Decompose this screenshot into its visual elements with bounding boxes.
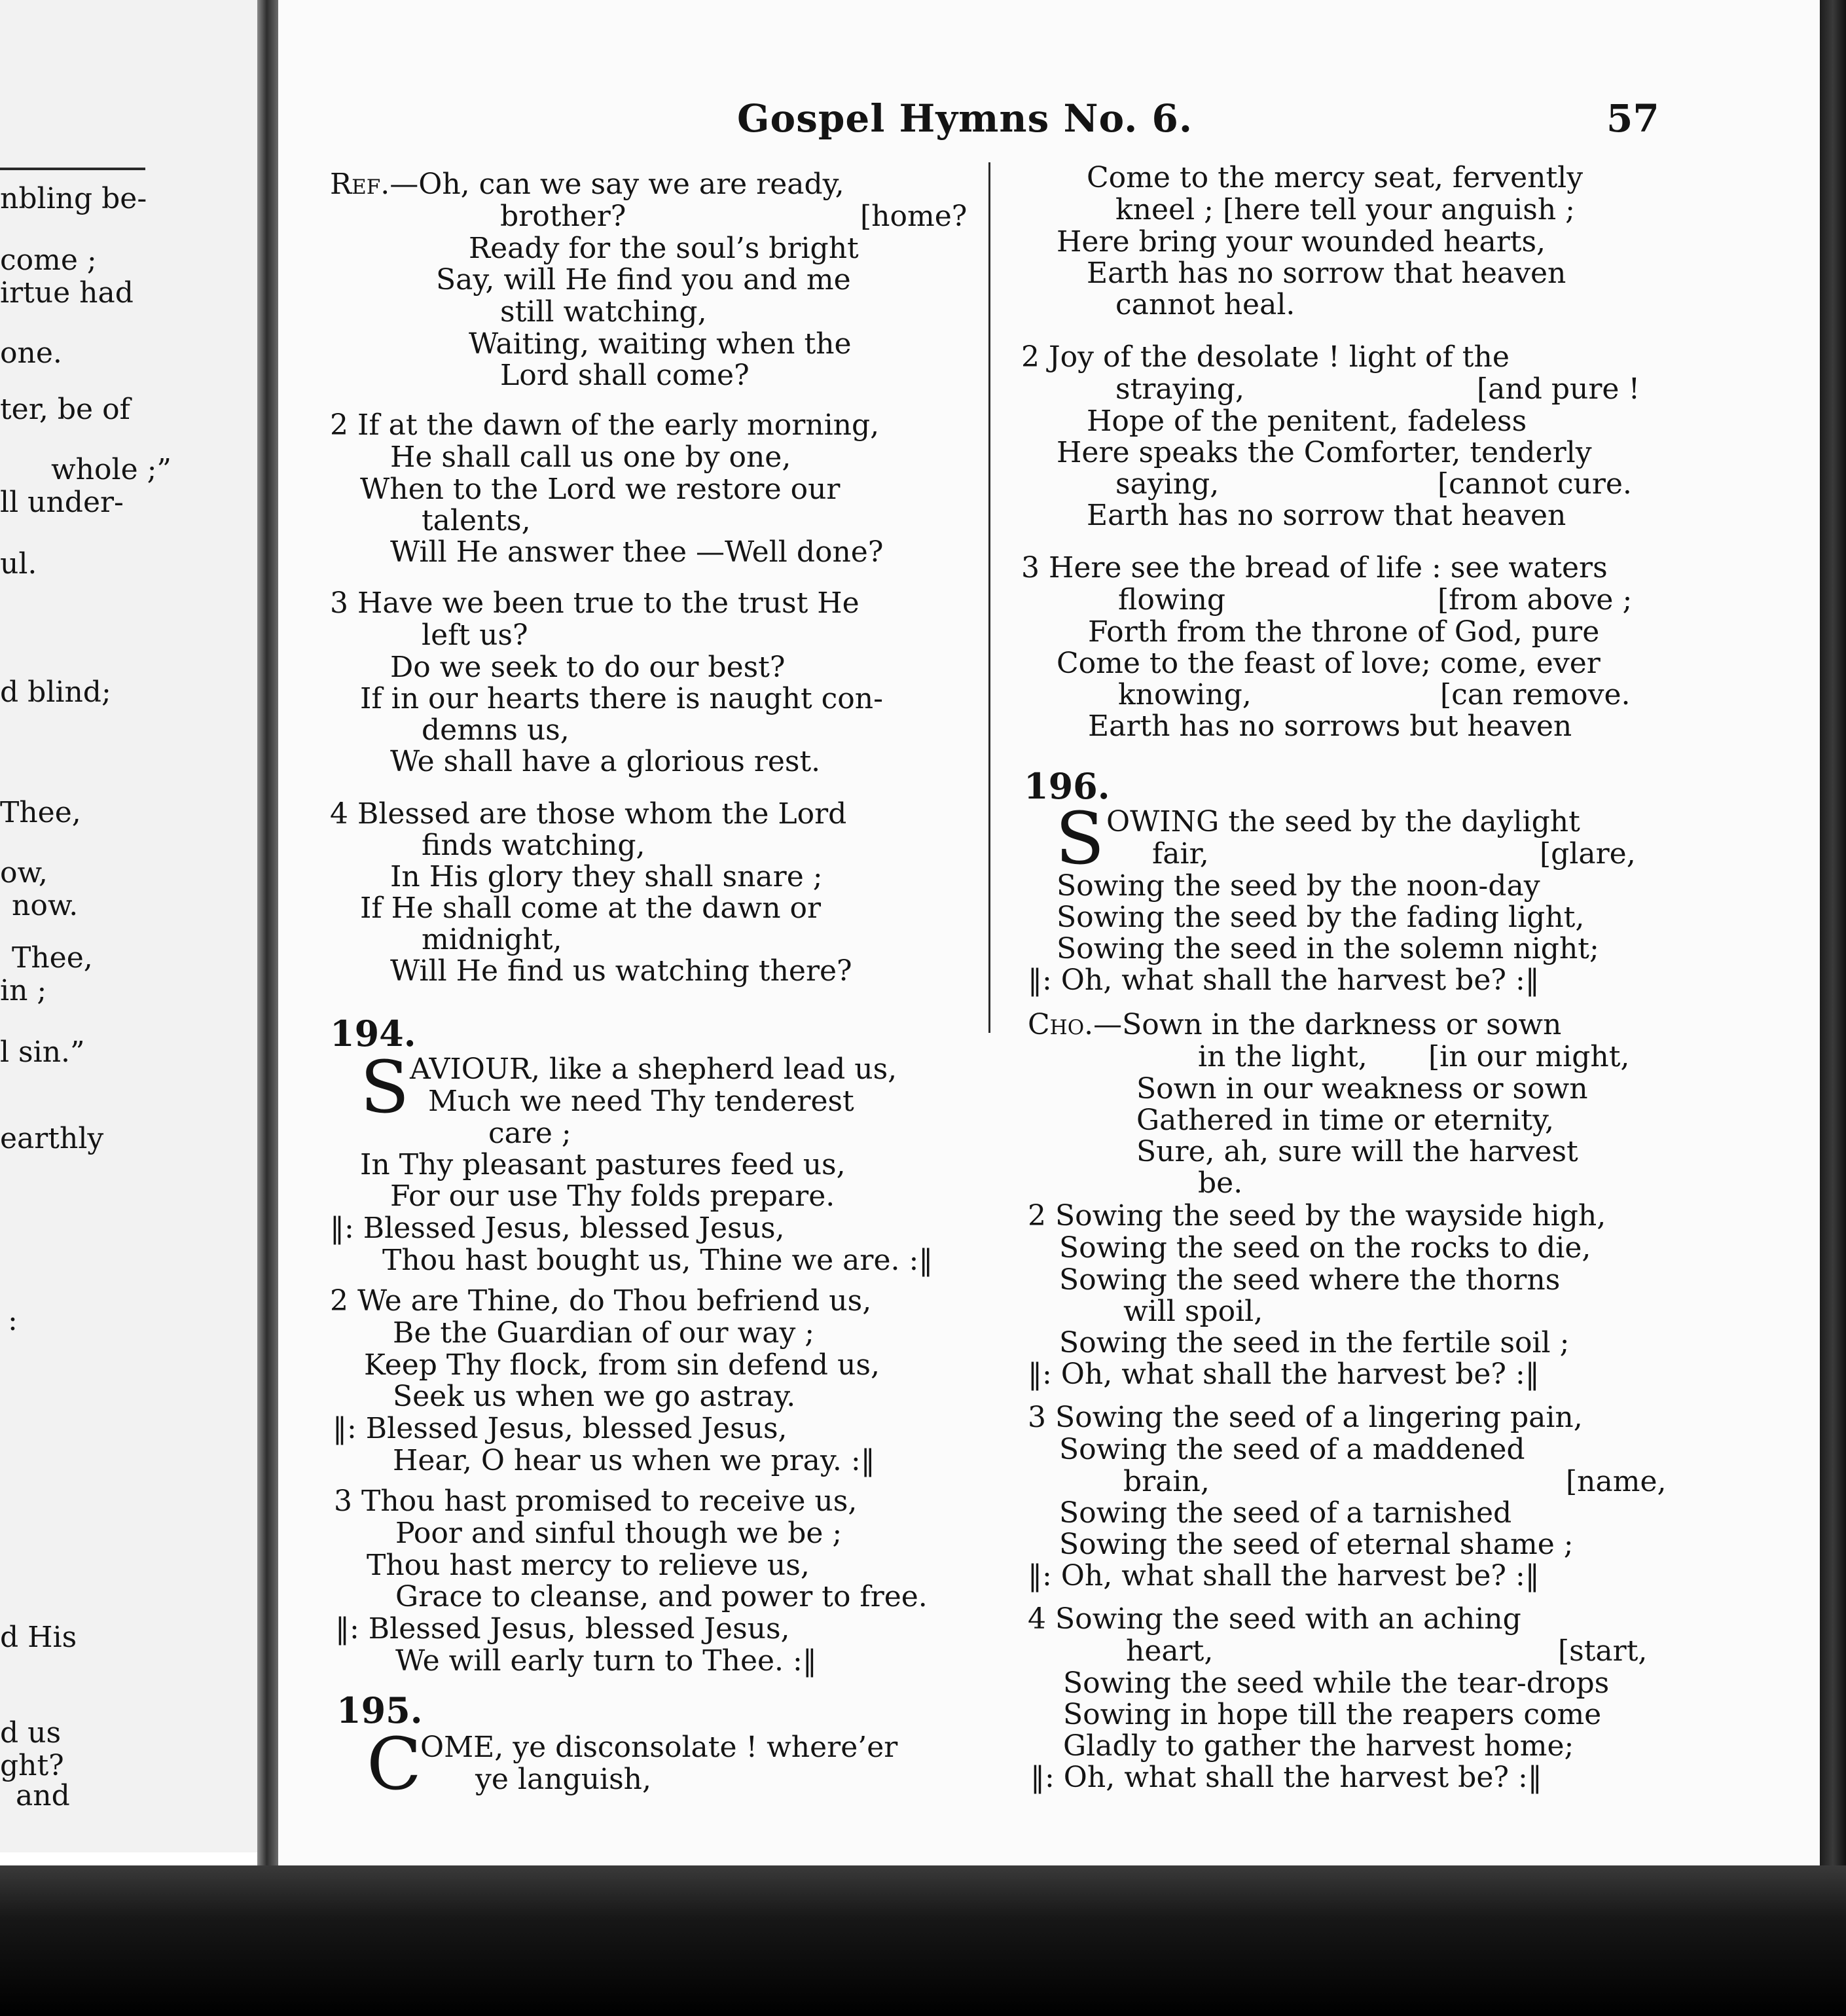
verse-line: He shall call us one by one, [390,441,791,474]
refrain-line: still watching, [500,295,707,329]
verse-line: 2 If at the dawn of the early morning, [330,408,880,442]
chorus-line: in the light, [1198,1040,1367,1073]
page-number: 57 [1606,96,1659,141]
verse-line: ‖: Oh, what shall the harvest be? :‖ [1028,1358,1540,1391]
verse-line: 2 Sowing the seed by the wayside high, [1028,1199,1606,1233]
verse-line: 3 Here see the bread of life : see waters [1021,551,1608,585]
verse-line: 2 Joy of the desolate ! light of the [1021,340,1510,374]
verse-line: Much we need Thy tenderest [428,1085,854,1118]
column-rule [988,162,990,1033]
fragment-line: ll under- [0,486,124,519]
verse-line: Earth has no sorrows but heaven [1088,710,1572,743]
verse-line: Will He answer thee —Well done? [390,535,884,569]
verse-line: ‖: Oh, what shall the harvest be? :‖ [1030,1761,1542,1794]
refrain-line: Waiting, waiting when the [469,327,852,361]
verse-line: ‖: Blessed Jesus, blessed Jesus, [333,1412,787,1445]
verse-line: heart, [1126,1634,1214,1668]
verse-line: If in our hearts there is naught con- [360,682,883,715]
verse-line: ‖: Blessed Jesus, blessed Jesus, [330,1212,785,1245]
verse-line: Sowing the seed of eternal shame ; [1059,1528,1574,1561]
verse-line: Forth from the throne of God, pure [1088,615,1600,649]
verse-line: [glare, [1540,837,1636,871]
verse-line: Seek us when we go astray. [393,1380,796,1413]
verse-line: Here speaks the Comforter, tenderly [1057,436,1592,469]
verse-line: talents, [422,504,531,537]
drop-cap: S [360,1045,410,1129]
verse-line: 3 Thou hast promised to receive us, [334,1485,858,1518]
facing-page-header-rule [0,168,145,170]
verse-line: In His glory they shall snare ; [390,860,823,893]
verse-line: knowing, [1118,678,1252,711]
refrain-label: Ref. [330,168,390,201]
verse-line: saying, [1115,467,1220,501]
verse-line: Sowing the seed by the noon-day [1057,869,1540,903]
refrain-line: Ready for the soul’s bright [469,232,859,265]
fragment-line: Thee, [0,796,81,829]
hymn-number: 195. [336,1689,423,1731]
fragment-line: now. [12,889,79,922]
fragment-line: : [8,1304,18,1337]
drop-cap: C [367,1722,422,1806]
verse-line: Grace to cleanse, and power to free. [395,1580,928,1613]
fragment-line: Thee, [12,941,93,975]
hymn-number: 194. [330,1013,416,1054]
verse-line: Earth has no sorrow that heaven [1087,257,1566,290]
verse-line: flowing [1118,583,1226,617]
verse-line: [and pure ! [1477,372,1640,406]
verse-line: cannot heal. [1115,288,1295,321]
verse-line: [start, [1558,1634,1648,1668]
chorus-line: Sown in our weakness or sown [1136,1072,1588,1106]
verse-line: care ; [488,1117,571,1150]
verse-line: Sowing the seed in the fertile soil ; [1059,1326,1570,1359]
chorus-line: [in our might, [1428,1040,1630,1073]
verse-line: Sowing the seed of a tarnished [1059,1496,1512,1530]
verse-line: Sowing the seed on the rocks to die, [1059,1231,1591,1265]
verse-line: Earth has no sorrow that heaven [1087,499,1566,532]
verse-line: ‖: Oh, what shall the harvest be? :‖ [1028,1559,1540,1593]
verse-line: Thou hast mercy to relieve us, [367,1549,810,1582]
verse-line: 4 Sowing the seed with an aching [1028,1602,1521,1636]
verse-line: Come to the feast of love; come, ever [1057,647,1601,680]
verse-line: Sowing in hope till the reapers come [1063,1698,1602,1731]
chorus-line: be. [1198,1166,1243,1200]
fragment-line: irtue had [0,276,134,310]
fragment-line: ul. [0,547,37,581]
verse-line: Hope of the penitent, fadeless [1087,405,1527,438]
verse-line: Keep Thy flock, from sin defend us, [364,1348,880,1382]
fragment-line: whole ;” [51,453,172,486]
verse-line: [name, [1566,1465,1667,1498]
verse-line: 3 Have we been true to the trust He [330,586,860,620]
fragment-line: l sin.” [0,1035,85,1069]
verse-line: Thou hast bought us, Thine we are. :‖ [382,1244,933,1277]
drop-cap: S [1055,797,1105,880]
fragment-line: and [16,1779,70,1812]
book-gutter [257,0,278,1885]
verse-line: If He shall come at the dawn or [360,891,822,925]
verse-line: Here bring your wounded hearts, [1057,225,1546,259]
verse-line: Do we seek to do our best? [390,651,786,684]
verse-line: straying, [1115,372,1244,406]
verse-line: 3 Sowing the seed of a lingering pain, [1028,1401,1583,1434]
verse-line: OWING the seed by the daylight [1106,805,1580,838]
verse-line: kneel ; [here tell your anguish ; [1115,193,1575,226]
verse-line: will spoil, [1123,1295,1263,1328]
refrain-line: Say, will He find you and me [436,263,851,297]
fragment-line: d His [0,1621,77,1654]
refrain-line: [home? [860,200,968,233]
fragment-line: earthly [0,1122,104,1155]
fragment-line: d blind; [0,675,111,709]
verse-line: Sowing the seed where the thorns [1059,1263,1561,1297]
verse-line: [can remove. [1440,678,1631,711]
verse-line: AVIOUR, like a shepherd lead us, [410,1053,897,1086]
running-title: Gospel Hymns No. 6. [737,96,1193,141]
fragment-line: nbling be- [0,182,147,215]
fragment-line: come ; [0,243,97,277]
verse-line: When to the Lord we restore our [360,473,841,506]
fragment-line: in ; [0,974,47,1007]
verse-line: Sowing the seed while the tear-drops [1063,1666,1610,1700]
verse-line: Gladly to gather the harvest home; [1063,1729,1574,1763]
fragment-line: ght? [0,1749,64,1782]
verse-line: We will early turn to Thee. :‖ [395,1644,817,1678]
verse-line: ‖: Blessed Jesus, blessed Jesus, [335,1612,790,1646]
verse-line: midnight, [422,923,562,956]
verse-line: For our use Thy folds prepare. [390,1179,835,1213]
verse-line: Sowing the seed in the solemn night; [1057,932,1599,965]
verse-line: brain, [1123,1465,1210,1498]
verse-line: OME, ye disconsolate ! where’er [420,1731,898,1764]
verse-line: We shall have a glorious rest. [390,745,821,778]
verse-line: [from above ; [1438,583,1633,617]
verse-line: [cannot cure. [1438,467,1632,501]
verse-line: Come to the mercy seat, fervently [1087,161,1584,194]
chorus-line: Cho.—Sown in the darkness or sown [1028,1008,1562,1041]
fragment-line: ter, be of [0,393,130,426]
verse-line: ‖: Oh, what shall the harvest be? :‖ [1028,963,1540,997]
verse-line: ye languish, [475,1763,652,1796]
verse-line: Sowing the seed by the fading light, [1057,901,1585,934]
scan-bottom-edge [0,1865,1846,2016]
verse-line: 2 We are Thine, do Thou befriend us, [330,1284,872,1318]
verse-line: Hear, O hear us when we pray. :‖ [393,1444,875,1477]
verse-line: Will He find us watching there? [390,954,852,988]
refrain-line: Lord shall come? [500,359,750,392]
verse-line: left us? [422,619,528,652]
chorus-label: Cho. [1028,1008,1094,1041]
verse-line: 4 Blessed are those whom the Lord [330,797,847,831]
fragment-line: one. [0,336,62,370]
verse-line: demns us, [422,713,570,747]
hymn-number: 196. [1024,765,1110,807]
refrain-line: Ref.—Oh, can we say we are ready, [330,168,844,201]
verse-line: Sowing the seed of a maddened [1059,1433,1525,1466]
verse-line: In Thy pleasant pastures feed us, [360,1148,846,1181]
verse-line: finds watching, [422,829,645,862]
verse-line: Be the Guardian of our way ; [393,1316,815,1350]
verse-line: Poor and sinful though we be ; [395,1517,842,1550]
fragment-line: ow, [0,856,48,890]
verse-line: fair, [1152,837,1209,871]
right-page-edge [1820,0,1846,1885]
fragment-line: d us [0,1716,62,1750]
refrain-line: brother? [500,200,626,233]
chorus-line: Gathered in time or eternity, [1136,1104,1554,1137]
chorus-line: Sure, ah, sure will the harvest [1136,1135,1578,1168]
